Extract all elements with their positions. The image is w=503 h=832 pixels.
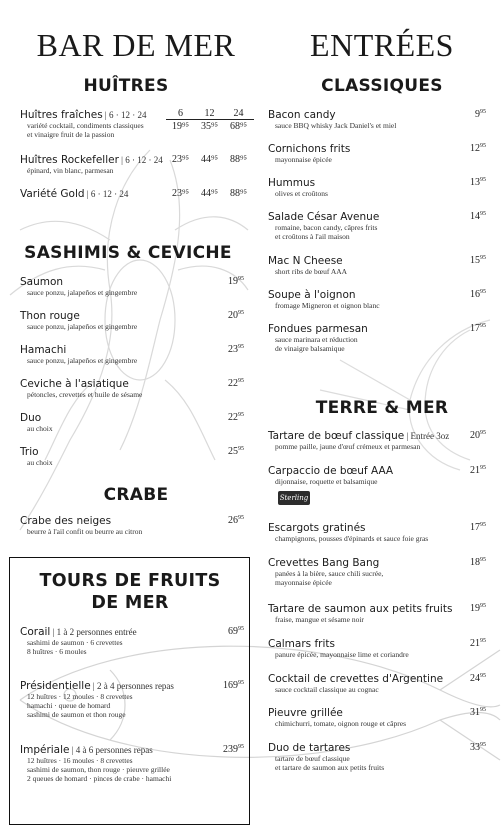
section-huitres: HUÎTRES [83,76,169,96]
menu-item: Crevettes Bang Bang panées à la bière, sauce chili sucrée, mayonnaise épicée [268,557,384,587]
menu-item: Variété Gold | 6 · 12 · 24 [20,188,129,200]
item-price: $19^{95}$ [228,276,244,287]
item-price: $239^{95}$ [223,744,244,755]
item-price: $20^{95}$ [470,430,486,441]
item-prices: 23⁹⁵ 44⁹⁵ 88⁹⁵ [172,188,247,199]
section-terre-mer: TERRE & MER [315,398,449,418]
menu-item: Fondues parmesan sauce marinara et réduction de vinaigre balsamique [268,323,368,353]
menu-item: Tartare de bœuf classique | Entrée 3oz pomme paille, jaune d'œuf crémeux et parmesan [268,430,450,451]
item-price: $21^{95}$ [470,638,486,649]
menu-item: Cocktail de crevettes d'Argentine sauce cocktail classique au cognac [268,673,444,694]
item-price: $14^{95}$ [470,211,486,222]
item-price: $13^{95}$ [470,177,486,188]
item-price: $16^{95}$ [470,289,486,300]
menu-item: Salade César Avenue romaine, bacon candy, câpres frits et croûtons à l'ail maison [268,211,380,241]
menu-item: Calmars frits panure épicée, mayonnaise lime et coriandre [268,638,409,659]
menu-item: Trio au choix [20,446,53,467]
huitres-column-headers: 6 12 24 [178,108,244,119]
item-prices: 19⁹⁵ 35⁹⁵ 68⁹⁵ [172,121,247,132]
item-price: $25^{95}$ [228,446,244,457]
item-price: $169^{95}$ [223,680,244,691]
menu-item: Bacon candy sauce BBQ whisky Jack Daniel's et miel [268,109,397,130]
right-title: ENTRÉES [310,27,454,63]
section-sashimis: SASHIMIS & CEVICHE [24,243,232,263]
item-price: $22^{95}$ [228,378,244,389]
item-price: $26^{95}$ [228,515,244,526]
menu-item: Duo de tartares tartare de bœuf classique et tartare de saumon aux petits fruits [268,742,385,772]
section-tours: TOURS DE FRUITS DE MER [39,571,221,613]
menu-item: Duo au choix [20,412,53,433]
item-price: $21^{95}$ [470,465,486,476]
menu-item: Thon rouge sauce ponzu, jalapeños et gingembre [20,310,138,331]
item-price: $19^{95}$ [470,603,486,614]
menu-item: Hummus olives et croûtons [268,177,328,198]
item-price: $23^{95}$ [228,344,244,355]
item-prices: 23⁹⁵ 44⁹⁵ 88⁹⁵ [172,154,247,165]
menu-item: Escargots gratinés champignons, pousses d'épinards et sauce foie gras [268,522,429,543]
item-price: $22^{95}$ [228,412,244,423]
item-price: $15^{95}$ [470,255,486,266]
menu-item: Carpaccio de bœuf AAA dijonnaise, roquette et balsamique [268,465,394,486]
item-price: $31^{95}$ [470,707,486,718]
huitres-header-rule [166,119,254,120]
left-title: BAR DE MER [36,27,236,63]
menu-item: Tartare de saumon aux petits fruits fraise, mangue et sésame noir [268,603,453,624]
menu-item: Crabe des neiges beurre à l'ail confit ou beurre au citron [20,515,143,536]
menu-item: Pieuvre grillée chimichurri, tomate, oignon rouge et câpres [268,707,406,728]
menu-item: Corail | 1 à 2 personnes entrée sashimi de saumon · 6 crevettes 8 huîtres · 6 moules [20,626,137,656]
item-price: $18^{95}$ [470,557,486,568]
item-price: $33^{95}$ [470,742,486,753]
menu-item: Ceviche à l'asiatique pétoncles, crevettes et huile de sésame [20,378,143,399]
item-price: $12^{95}$ [470,143,486,154]
menu-item: Soupe à l'oignon fromage Migneron et oignon blanc [268,289,380,310]
menu-item: Cornichons frits mayonnaise épicée [268,143,351,164]
item-price: $9^{95}$ [475,109,486,120]
menu-item: Mac N Cheese short ribs de bœuf AAA [268,255,348,276]
menu-item: Huîtres fraîches | 6 · 12 · 24 variété cocktail, condiments classiques et vinaigre fruit de la passion [20,109,147,139]
sterling-logo: Sterling [278,491,310,505]
item-price: $24^{95}$ [470,673,486,684]
item-price: $20^{95}$ [228,310,244,321]
menu-item: Présidentielle | 2 à 4 personnes repas 12 huîtres · 12 moules · 8 crevettes hamachi · queue de homard sashimi de saumon et thon rouge [20,680,174,719]
item-price: $17^{95}$ [470,323,486,334]
item-price: $69^{95}$ [228,626,244,637]
menu-item: Saumon sauce ponzu, jalapeños et gingembre [20,276,138,297]
menu-item: Huîtres Rockefeller | 6 · 12 · 24 épinard, vin blanc, parmesan [20,154,163,175]
item-price: $17^{95}$ [470,522,486,533]
menu-item: Hamachi sauce ponzu, jalapeños et gingembre [20,344,138,365]
section-classiques: CLASSIQUES [321,76,443,96]
menu-item: Impériale | 4 à 6 personnes repas 12 huîtres · 16 moules · 8 crevettes sashimi de saumon, thon rouge · pieuvre grillée 2 queues de homard · pinces de crabe · hamachi [20,744,172,783]
section-crabe: CRABE [103,485,169,505]
